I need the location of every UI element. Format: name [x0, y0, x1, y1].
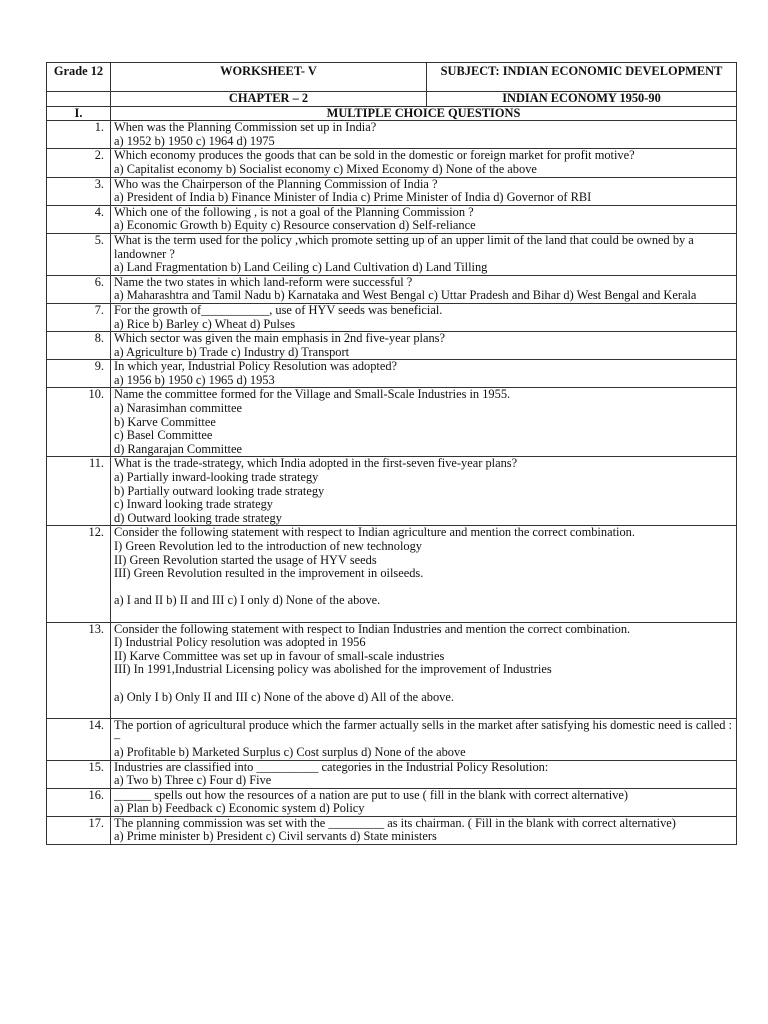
- question-body: [111, 177, 737, 205]
- question-number: 12.: [47, 526, 111, 622]
- question-text: What is the trade-strategy, which India adopted in the first-seven five-year plans?: [114, 456, 518, 471]
- question-row: [47, 360, 737, 388]
- question-text: Who was the Chairperson of the Planning Commission of India ?: [114, 176, 438, 191]
- question-option-line: c) Inward looking trade strategy: [114, 497, 273, 512]
- spacer-line: [114, 677, 733, 691]
- question-option-line: I) Industrial Policy resolution was adopted in 1956: [114, 635, 366, 650]
- grade-cell: Grade 12: [47, 63, 111, 92]
- question-option-line: III) Green Revolution resulted in the improvement in oilseeds.: [114, 566, 424, 581]
- question-number: 4.: [47, 205, 111, 233]
- question-option-line: a) Profitable b) Marketed Surplus c) Cost surplus d) None of the above: [114, 744, 466, 759]
- spacer-line: [114, 704, 733, 718]
- question-body: [111, 526, 737, 622]
- question-body: [111, 788, 737, 816]
- question-number: 15.: [47, 760, 111, 788]
- question-text: ______ spells out how the resources of a nation are put to use ( fill in the blank with correct alternative): [114, 787, 629, 802]
- worksheet-table: [46, 62, 737, 845]
- question-text: Which economy produces the goods that can be sold in the domestic or foreign market for profit motive?: [114, 148, 635, 163]
- question-body: [111, 457, 737, 526]
- question-text: Consider the following statement with respect to Indian Industries and mention the correct combination.: [114, 621, 631, 636]
- question-number: 6.: [47, 275, 111, 303]
- question-body: [111, 205, 737, 233]
- question-body: [111, 622, 737, 718]
- question-number: 1.: [47, 121, 111, 149]
- section-row: [47, 106, 737, 121]
- section-title: MULTIPLE CHOICE QUESTIONS: [111, 106, 737, 121]
- question-body: [111, 816, 737, 844]
- question-number: 8.: [47, 332, 111, 360]
- question-body: [111, 332, 737, 360]
- question-option-line: a) Land Fragmentation b) Land Ceiling c) Land Cultivation d) Land Tilling: [114, 260, 488, 275]
- question-row: [47, 332, 737, 360]
- question-row: [47, 816, 737, 844]
- question-row: [47, 457, 737, 526]
- question-row: [47, 622, 737, 718]
- question-number: 9.: [47, 360, 111, 388]
- question-number: 5.: [47, 233, 111, 275]
- spacer-line: [114, 608, 733, 622]
- section-number: I.: [47, 106, 111, 121]
- question-option-line: a) Two b) Three c) Four d) Five: [114, 773, 272, 788]
- question-text: Industries are classified into __________ categories in the Industrial Policy Resolution:: [114, 759, 549, 774]
- question-row: [47, 303, 737, 331]
- question-number: 17.: [47, 816, 111, 844]
- chapter-spacer: [47, 92, 111, 107]
- question-option-line: II) Green Revolution started the usage of HYV seeds: [114, 552, 377, 567]
- question-option-line: a) Prime minister b) President c) Civil servants d) State ministers: [114, 829, 437, 844]
- question-option-line: a) Maharashtra and Tamil Nadu b) Karnataka and West Bengal c) Uttar Pradesh and Bihar d) West Bengal and Kerala: [114, 288, 697, 303]
- question-option-line: b) Partially outward looking trade strategy: [114, 483, 325, 498]
- question-text: What is the term used for the policy ,which promote setting up of an upper limit of the land that could be owned by a landowner ?: [114, 232, 694, 261]
- question-option-line: a) Plan b) Feedback c) Economic system d) Policy: [114, 801, 365, 816]
- question-text: Consider the following statement with respect to Indian agriculture and mention the correct combination.: [114, 525, 635, 540]
- question-number: 3.: [47, 177, 111, 205]
- chapter-title: INDIAN ECONOMY 1950-90: [427, 92, 737, 107]
- worksheet-title: WORKSHEET- V: [111, 63, 427, 92]
- question-number: 13.: [47, 622, 111, 718]
- question-option-line: I) Green Revolution led to the introduction of new technology: [114, 539, 422, 553]
- question-option-line: a) 1952 b) 1950 c) 1964 d) 1975: [114, 133, 275, 148]
- question-body: [111, 233, 737, 275]
- question-option-line: b) Karve Committee: [114, 414, 216, 429]
- question-option-line: c) Basel Committee: [114, 428, 213, 443]
- question-body: [111, 388, 737, 457]
- question-body: [111, 718, 737, 760]
- question-text: The planning commission was set with the _________ as its chairman. ( Fill in the blank with correct alternative): [114, 815, 676, 830]
- subject-title: SUBJECT: INDIAN ECONOMIC DEVELOPMENT: [427, 63, 737, 92]
- question-row: [47, 177, 737, 205]
- question-option-line: a) I and II b) II and III c) I only d) None of the above.: [114, 593, 381, 608]
- question-row: [47, 205, 737, 233]
- question-row: [47, 275, 737, 303]
- question-text: For the growth of___________, use of HYV seeds was beneficial.: [114, 302, 443, 317]
- question-option-line: a) Partially inward-looking trade strategy: [114, 470, 319, 485]
- question-text: Name the two states in which land-reform were successful ?: [114, 274, 413, 289]
- question-option-line: II) Karve Committee was set up in favour of small-scale industries: [114, 648, 445, 663]
- question-option-line: a) Rice b) Barley c) Wheat d) Pulses: [114, 316, 296, 331]
- header-row: [47, 63, 737, 92]
- question-option-line: a) President of India b) Finance Minister of India c) Prime Minister of India d) Governor of RBI: [114, 190, 592, 205]
- question-option-line: a) Only I b) Only II and III c) None of the above d) All of the above.: [114, 689, 454, 704]
- question-text: In which year, Industrial Policy Resolution was adopted?: [114, 359, 398, 374]
- question-body: [111, 121, 737, 149]
- question-option-line: d) Rangarajan Committee: [114, 441, 242, 456]
- question-number: 11.: [47, 457, 111, 526]
- question-body: [111, 303, 737, 331]
- question-text: Which sector was given the main emphasis in 2nd five-year plans?: [114, 331, 446, 346]
- question-option-line: d) Outward looking trade strategy: [114, 510, 282, 525]
- question-option-line: III) In 1991,Industrial Licensing policy was abolished for the improvement of Industries: [114, 662, 552, 677]
- question-option-line: a) 1956 b) 1950 c) 1965 d) 1953: [114, 372, 275, 387]
- question-row: [47, 718, 737, 760]
- question-option-line: a) Economic Growth b) Equity c) Resource conservation d) Self-reliance: [114, 218, 476, 233]
- question-option-line: a) Capitalist economy b) Socialist economy c) Mixed Economy d) None of the above: [114, 161, 537, 176]
- question-row: [47, 760, 737, 788]
- question-row: [47, 788, 737, 816]
- question-row: [47, 121, 737, 149]
- spacer-line: [114, 581, 733, 595]
- question-number: 10.: [47, 388, 111, 457]
- question-number: 7.: [47, 303, 111, 331]
- question-number: 2.: [47, 149, 111, 177]
- question-number: 16.: [47, 788, 111, 816]
- question-body: [111, 275, 737, 303]
- chapter-label: CHAPTER – 2: [111, 92, 427, 107]
- question-body: [111, 149, 737, 177]
- question-row: [47, 388, 737, 457]
- question-body: [111, 360, 737, 388]
- question-option-line: a) Agriculture b) Trade c) Industry d) Transport: [114, 344, 350, 359]
- question-text: The portion of agricultural produce which the farmer actually sells in the market after satisfying his domestic need is called : –: [114, 717, 732, 746]
- question-body: [111, 760, 737, 788]
- question-text: Which one of the following , is not a goal of the Planning Commission ?: [114, 204, 474, 219]
- chapter-row: [47, 92, 737, 107]
- question-option-line: a) Narasimhan committee: [114, 401, 242, 416]
- question-number: 14.: [47, 718, 111, 760]
- question-row: [47, 149, 737, 177]
- question-text: Name the committee formed for the Village and Small-Scale Industries in 1955.: [114, 387, 511, 402]
- question-row: [47, 233, 737, 275]
- question-row: [47, 526, 737, 622]
- question-text: When was the Planning Commission set up in India?: [114, 120, 377, 135]
